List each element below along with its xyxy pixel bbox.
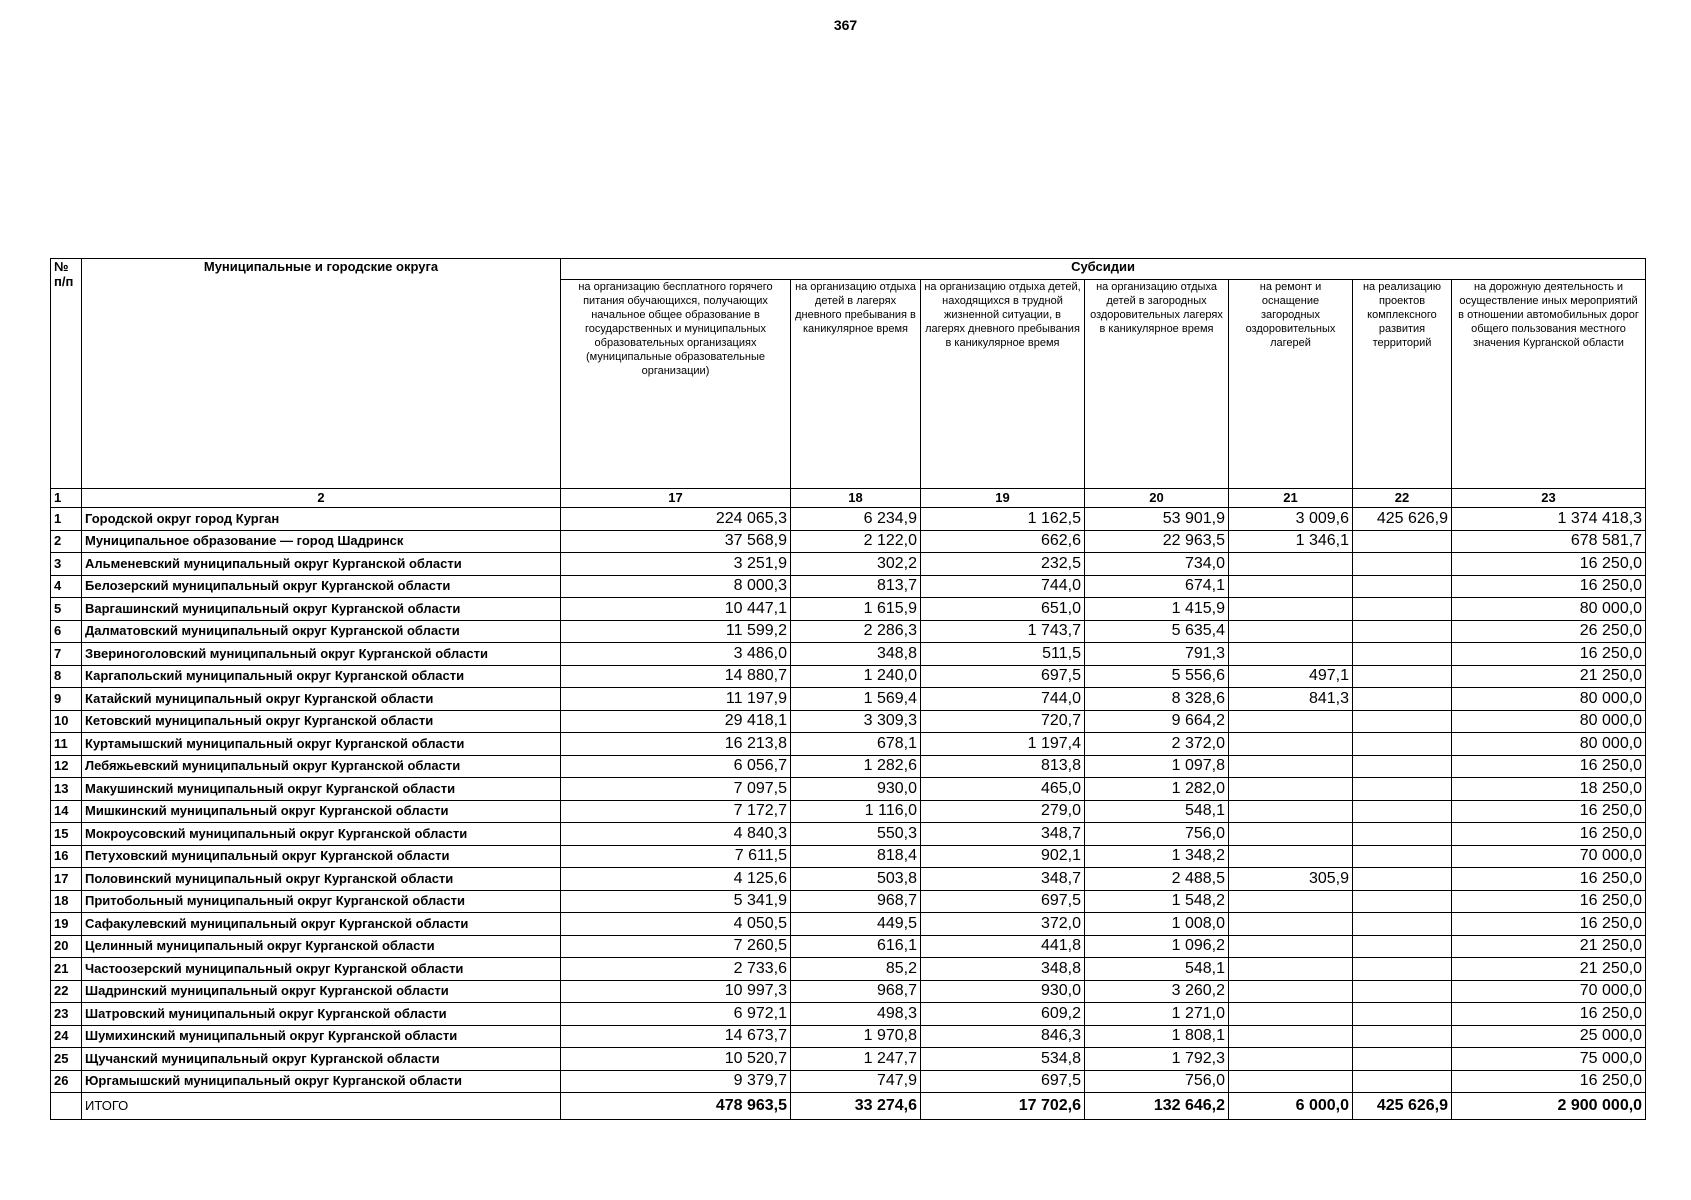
value-cell: 7 172,7 [561, 800, 791, 823]
value-cell: 18 250,0 [1452, 778, 1646, 801]
value-cell: 2 488,5 [1085, 868, 1229, 891]
value-cell: 697,5 [921, 1070, 1085, 1093]
row-number: 9 [51, 688, 82, 711]
value-cell: 841,3 [1229, 688, 1353, 711]
value-cell: 968,7 [791, 980, 921, 1003]
value-cell: 11 599,2 [561, 620, 791, 643]
value-cell: 1 097,8 [1085, 755, 1229, 778]
okrug-name: Куртамышский муниципальный округ Курганской области [82, 733, 561, 756]
value-cell: 9 379,7 [561, 1070, 791, 1093]
okrug-name: Муниципальное образование — город Шадринск [82, 530, 561, 553]
value-cell: 846,3 [921, 1025, 1085, 1048]
value-cell: 16 250,0 [1452, 575, 1646, 598]
value-cell: 697,5 [921, 665, 1085, 688]
value-cell: 449,5 [791, 913, 921, 936]
table-row [51, 823, 1646, 846]
value-cell: 651,0 [921, 598, 1085, 621]
row-number: 10 [51, 710, 82, 733]
value-cell: 80 000,0 [1452, 688, 1646, 711]
value-cell [1353, 935, 1452, 958]
value-cell: 1 569,4 [791, 688, 921, 711]
value-cell [1353, 665, 1452, 688]
value-cell: 791,3 [1085, 643, 1229, 666]
subheader-road-activity: на дорожную деятельность и осуществление иных мероприятий в отношении автомобильных дорог общего пользования местного значения Курганской области [1452, 280, 1646, 489]
value-cell: 80 000,0 [1452, 598, 1646, 621]
subheader-country-camps: на организацию отдыха детей в загородных оздоровительных лагерях в каникулярное время [1085, 280, 1229, 489]
value-cell: 425 626,9 [1353, 508, 1452, 531]
value-cell: 3 309,3 [791, 710, 921, 733]
total-value: 6 000,0 [1229, 1093, 1353, 1120]
column-number: 23 [1452, 489, 1646, 508]
value-cell: 1 271,0 [1085, 1003, 1229, 1026]
value-cell: 232,5 [921, 553, 1085, 576]
column-number: 19 [921, 489, 1085, 508]
table-row [51, 688, 1646, 711]
subheader-day-camps: на организацию отдыха детей в лагерях дневного пребывания в каникулярное время [791, 280, 921, 489]
value-cell: 5 341,9 [561, 890, 791, 913]
page-number: 367 [833, 17, 858, 33]
row-number: 2 [51, 530, 82, 553]
value-cell [1353, 710, 1452, 733]
value-cell [1229, 733, 1353, 756]
row-number: 13 [51, 778, 82, 801]
value-cell: 1 116,0 [791, 800, 921, 823]
value-cell: 968,7 [791, 890, 921, 913]
value-cell [1229, 620, 1353, 643]
table-row [51, 1025, 1646, 1048]
value-cell: 21 250,0 [1452, 665, 1646, 688]
value-cell [1353, 1003, 1452, 1026]
value-cell: 6 056,7 [561, 755, 791, 778]
subheader-camp-repair: на ремонт и оснащение загородных оздоровительных лагерей [1229, 280, 1353, 489]
value-cell: 1 348,2 [1085, 845, 1229, 868]
value-cell: 756,0 [1085, 823, 1229, 846]
value-cell [1229, 890, 1353, 913]
row-number: 19 [51, 913, 82, 936]
value-cell: 348,7 [921, 868, 1085, 891]
row-number: 4 [51, 575, 82, 598]
row-number: 24 [51, 1025, 82, 1048]
header-number: № п/п [51, 259, 82, 489]
value-cell: 744,0 [921, 688, 1085, 711]
value-cell: 697,5 [921, 890, 1085, 913]
value-cell [1229, 1070, 1353, 1093]
row-number: 7 [51, 643, 82, 666]
table-row [51, 508, 1646, 531]
value-cell: 16 250,0 [1452, 800, 1646, 823]
row-number: 6 [51, 620, 82, 643]
value-cell: 678 581,7 [1452, 530, 1646, 553]
value-cell: 2 286,3 [791, 620, 921, 643]
value-cell: 14 673,7 [561, 1025, 791, 1048]
value-cell: 5 556,6 [1085, 665, 1229, 688]
value-cell: 8 000,3 [561, 575, 791, 598]
value-cell: 85,2 [791, 958, 921, 981]
column-number: 20 [1085, 489, 1229, 508]
total-number-cell [51, 1093, 82, 1120]
value-cell: 930,0 [791, 778, 921, 801]
value-cell: 747,9 [791, 1070, 921, 1093]
value-cell: 16 250,0 [1452, 890, 1646, 913]
row-number: 3 [51, 553, 82, 576]
table-row [51, 913, 1646, 936]
table-row [51, 958, 1646, 981]
table-row [51, 1048, 1646, 1071]
value-cell: 21 250,0 [1452, 935, 1646, 958]
subheader-difficult-situation: на организацию отдыха детей, находящихся в трудной жизненной ситуации, в лагерях дневного пребывания в каникулярное время [921, 280, 1085, 489]
table-row [51, 890, 1646, 913]
column-number: 1 [51, 489, 82, 508]
value-cell: 734,0 [1085, 553, 1229, 576]
value-cell: 6 972,1 [561, 1003, 791, 1026]
value-cell: 1 374 418,3 [1452, 508, 1646, 531]
value-cell: 348,8 [791, 643, 921, 666]
value-cell: 2 122,0 [791, 530, 921, 553]
value-cell: 1 008,0 [1085, 913, 1229, 936]
value-cell: 1 096,2 [1085, 935, 1229, 958]
table-row [51, 935, 1646, 958]
value-cell: 930,0 [921, 980, 1085, 1003]
value-cell [1229, 980, 1353, 1003]
value-cell: 10 447,1 [561, 598, 791, 621]
total-label: ИТОГО [82, 1093, 561, 1120]
value-cell: 1 792,3 [1085, 1048, 1229, 1071]
row-number: 16 [51, 845, 82, 868]
okrug-name: Сафакулевский муниципальный округ Курганской области [82, 913, 561, 936]
value-cell: 609,2 [921, 1003, 1085, 1026]
okrug-name: Шатровский муниципальный округ Курганской области [82, 1003, 561, 1026]
value-cell: 26 250,0 [1452, 620, 1646, 643]
header-okrug: Муниципальные и городские округа [82, 259, 561, 489]
value-cell: 305,9 [1229, 868, 1353, 891]
column-number: 21 [1229, 489, 1353, 508]
total-value: 425 626,9 [1353, 1093, 1452, 1120]
okrug-name: Мишкинский муниципальный округ Курганской области [82, 800, 561, 823]
value-cell [1353, 800, 1452, 823]
table-row [51, 980, 1646, 1003]
value-cell: 3 251,9 [561, 553, 791, 576]
okrug-name: Варгашинский муниципальный округ Курганской области [82, 598, 561, 621]
value-cell: 302,2 [791, 553, 921, 576]
value-cell: 1 615,9 [791, 598, 921, 621]
value-cell [1353, 1070, 1452, 1093]
value-cell: 10 997,3 [561, 980, 791, 1003]
value-cell: 1 162,5 [921, 508, 1085, 531]
value-cell: 224 065,3 [561, 508, 791, 531]
value-cell: 1 548,2 [1085, 890, 1229, 913]
value-cell [1353, 733, 1452, 756]
value-cell: 25 000,0 [1452, 1025, 1646, 1048]
table-row [51, 800, 1646, 823]
table-row [51, 553, 1646, 576]
value-cell [1229, 913, 1353, 936]
okrug-name: Шумихинский муниципальный округ Курганской области [82, 1025, 561, 1048]
table-row [51, 598, 1646, 621]
value-cell: 3 486,0 [561, 643, 791, 666]
column-number: 2 [82, 489, 561, 508]
value-cell: 29 418,1 [561, 710, 791, 733]
value-cell [1229, 778, 1353, 801]
value-cell [1229, 800, 1353, 823]
total-value: 478 963,5 [561, 1093, 791, 1120]
row-number: 22 [51, 980, 82, 1003]
okrug-name: Каргапольский муниципальный округ Курганской области [82, 665, 561, 688]
value-cell: 10 520,7 [561, 1048, 791, 1071]
value-cell: 372,0 [921, 913, 1085, 936]
value-cell [1353, 890, 1452, 913]
value-cell: 8 328,6 [1085, 688, 1229, 711]
value-cell [1353, 913, 1452, 936]
value-cell: 37 568,9 [561, 530, 791, 553]
subheader-territory-development: на реализацию проектов комплексного развития территорий [1353, 280, 1452, 489]
value-cell: 16 250,0 [1452, 553, 1646, 576]
value-cell [1229, 935, 1353, 958]
value-cell: 16 250,0 [1452, 913, 1646, 936]
value-cell: 662,6 [921, 530, 1085, 553]
value-cell: 1 808,1 [1085, 1025, 1229, 1048]
okrug-name: Частоозерский муниципальный округ Курганской области [82, 958, 561, 981]
value-cell: 53 901,9 [1085, 508, 1229, 531]
value-cell: 348,7 [921, 823, 1085, 846]
row-number: 18 [51, 890, 82, 913]
value-cell: 1 415,9 [1085, 598, 1229, 621]
value-cell: 548,1 [1085, 800, 1229, 823]
total-row [51, 1093, 1646, 1120]
value-cell: 674,1 [1085, 575, 1229, 598]
row-number: 11 [51, 733, 82, 756]
value-cell: 14 880,7 [561, 665, 791, 688]
value-cell: 678,1 [791, 733, 921, 756]
total-value: 132 646,2 [1085, 1093, 1229, 1120]
value-cell: 550,3 [791, 823, 921, 846]
value-cell: 4 840,3 [561, 823, 791, 846]
okrug-name: Макушинский муниципальный округ Курганской области [82, 778, 561, 801]
value-cell: 16 250,0 [1452, 1070, 1646, 1093]
row-number: 15 [51, 823, 82, 846]
value-cell [1229, 710, 1353, 733]
okrug-name: Белозерский муниципальный округ Курганской области [82, 575, 561, 598]
value-cell: 5 635,4 [1085, 620, 1229, 643]
value-cell [1229, 845, 1353, 868]
subsidies-table [50, 258, 1646, 1120]
value-cell: 813,8 [921, 755, 1085, 778]
value-cell: 348,8 [921, 958, 1085, 981]
value-cell: 7 097,5 [561, 778, 791, 801]
table-row [51, 1003, 1646, 1026]
value-cell: 744,0 [921, 575, 1085, 598]
value-cell: 4 050,5 [561, 913, 791, 936]
value-cell [1353, 823, 1452, 846]
column-number: 17 [561, 489, 791, 508]
value-cell: 720,7 [921, 710, 1085, 733]
okrug-name: Юргамышский муниципальный округ Курганской области [82, 1070, 561, 1093]
value-cell: 497,1 [1229, 665, 1353, 688]
okrug-name: Далматовский муниципальный округ Курганской области [82, 620, 561, 643]
value-cell [1353, 553, 1452, 576]
value-cell: 80 000,0 [1452, 710, 1646, 733]
total-value: 2 900 000,0 [1452, 1093, 1646, 1120]
row-number: 17 [51, 868, 82, 891]
value-cell: 818,4 [791, 845, 921, 868]
table-row [51, 755, 1646, 778]
value-cell: 498,3 [791, 1003, 921, 1026]
value-cell: 80 000,0 [1452, 733, 1646, 756]
okrug-name: Щучанский муниципальный округ Курганской области [82, 1048, 561, 1071]
value-cell [1229, 755, 1353, 778]
value-cell: 1 970,8 [791, 1025, 921, 1048]
value-cell [1353, 1048, 1452, 1071]
table-row [51, 778, 1646, 801]
value-cell: 70 000,0 [1452, 980, 1646, 1003]
value-cell: 11 197,9 [561, 688, 791, 711]
value-cell: 2 733,6 [561, 958, 791, 981]
table-row [51, 1070, 1646, 1093]
value-cell [1353, 575, 1452, 598]
value-cell: 465,0 [921, 778, 1085, 801]
okrug-name: Половинский муниципальный округ Курганской области [82, 868, 561, 891]
value-cell: 1 247,7 [791, 1048, 921, 1071]
value-cell [1353, 598, 1452, 621]
row-number: 8 [51, 665, 82, 688]
okrug-name: Петуховский муниципальный округ Курганской области [82, 845, 561, 868]
value-cell: 70 000,0 [1452, 845, 1646, 868]
value-cell [1229, 958, 1353, 981]
value-cell [1353, 778, 1452, 801]
header-subsidies: Субсидии [561, 259, 1646, 280]
row-number: 26 [51, 1070, 82, 1093]
value-cell: 441,8 [921, 935, 1085, 958]
value-cell [1229, 575, 1353, 598]
okrug-name: Катайский муниципальный округ Курганской области [82, 688, 561, 711]
value-cell: 3 009,6 [1229, 508, 1353, 531]
okrug-name: Целинный муниципальный округ Курганской области [82, 935, 561, 958]
row-number: 12 [51, 755, 82, 778]
value-cell: 7 611,5 [561, 845, 791, 868]
value-cell [1229, 1003, 1353, 1026]
value-cell: 902,1 [921, 845, 1085, 868]
okrug-name: Лебяжьевский муниципальный округ Курганской области [82, 755, 561, 778]
value-cell: 1 197,4 [921, 733, 1085, 756]
value-cell: 813,7 [791, 575, 921, 598]
total-value: 33 274,6 [791, 1093, 921, 1120]
total-value: 17 702,6 [921, 1093, 1085, 1120]
value-cell [1229, 1048, 1353, 1071]
value-cell [1229, 553, 1353, 576]
value-cell: 21 250,0 [1452, 958, 1646, 981]
value-cell [1229, 598, 1353, 621]
value-cell: 503,8 [791, 868, 921, 891]
table-row [51, 575, 1646, 598]
value-cell: 16 250,0 [1452, 643, 1646, 666]
value-cell: 16 250,0 [1452, 868, 1646, 891]
row-number: 20 [51, 935, 82, 958]
value-cell: 75 000,0 [1452, 1048, 1646, 1071]
value-cell [1229, 823, 1353, 846]
value-cell: 9 664,2 [1085, 710, 1229, 733]
okrug-name: Шадринский муниципальный округ Курганской области [82, 980, 561, 1003]
value-cell: 1 346,1 [1229, 530, 1353, 553]
value-cell: 4 125,6 [561, 868, 791, 891]
table-row [51, 643, 1646, 666]
value-cell: 2 372,0 [1085, 733, 1229, 756]
value-cell: 6 234,9 [791, 508, 921, 531]
value-cell [1353, 620, 1452, 643]
value-cell: 1 282,6 [791, 755, 921, 778]
subheader-hot-meals: на организацию бесплатного горячего питания обучающихся, получающих начальное общее образование в государственных и муниципальных образовательных организациях (муниципальные образовательные организации) [561, 280, 791, 489]
row-number: 1 [51, 508, 82, 531]
table-row [51, 665, 1646, 688]
value-cell: 16 250,0 [1452, 823, 1646, 846]
okrug-name: Притобольный муниципальный округ Курганской области [82, 890, 561, 913]
row-number: 14 [51, 800, 82, 823]
okrug-name: Альменевский муниципальный округ Курганской области [82, 553, 561, 576]
value-cell: 7 260,5 [561, 935, 791, 958]
value-cell: 16 250,0 [1452, 755, 1646, 778]
value-cell [1353, 755, 1452, 778]
value-cell: 1 282,0 [1085, 778, 1229, 801]
row-number: 25 [51, 1048, 82, 1071]
value-cell: 1 240,0 [791, 665, 921, 688]
row-number: 21 [51, 958, 82, 981]
table-row [51, 845, 1646, 868]
value-cell [1229, 1025, 1353, 1048]
value-cell [1353, 958, 1452, 981]
value-cell [1353, 845, 1452, 868]
value-cell: 756,0 [1085, 1070, 1229, 1093]
value-cell [1353, 868, 1452, 891]
value-cell [1353, 1025, 1452, 1048]
table-row [51, 733, 1646, 756]
okrug-name: Городской округ город Курган [82, 508, 561, 531]
value-cell: 16 250,0 [1452, 1003, 1646, 1026]
okrug-name: Мокроусовский муниципальный округ Курганской области [82, 823, 561, 846]
value-cell: 22 963,5 [1085, 530, 1229, 553]
value-cell [1229, 643, 1353, 666]
table-row [51, 620, 1646, 643]
table-row [51, 710, 1646, 733]
value-cell [1353, 530, 1452, 553]
okrug-name: Звериноголовский муниципальный округ Курганской области [82, 643, 561, 666]
table-row [51, 868, 1646, 891]
column-number: 22 [1353, 489, 1452, 508]
value-cell: 616,1 [791, 935, 921, 958]
value-cell: 16 213,8 [561, 733, 791, 756]
value-cell: 3 260,2 [1085, 980, 1229, 1003]
table-row [51, 530, 1646, 553]
value-cell: 279,0 [921, 800, 1085, 823]
value-cell [1353, 980, 1452, 1003]
value-cell: 548,1 [1085, 958, 1229, 981]
row-number: 23 [51, 1003, 82, 1026]
value-cell [1353, 688, 1452, 711]
value-cell [1353, 643, 1452, 666]
value-cell: 534,8 [921, 1048, 1085, 1071]
value-cell: 511,5 [921, 643, 1085, 666]
row-number: 5 [51, 598, 82, 621]
value-cell: 1 743,7 [921, 620, 1085, 643]
okrug-name: Кетовский муниципальный округ Курганской области [82, 710, 561, 733]
column-number: 18 [791, 489, 921, 508]
